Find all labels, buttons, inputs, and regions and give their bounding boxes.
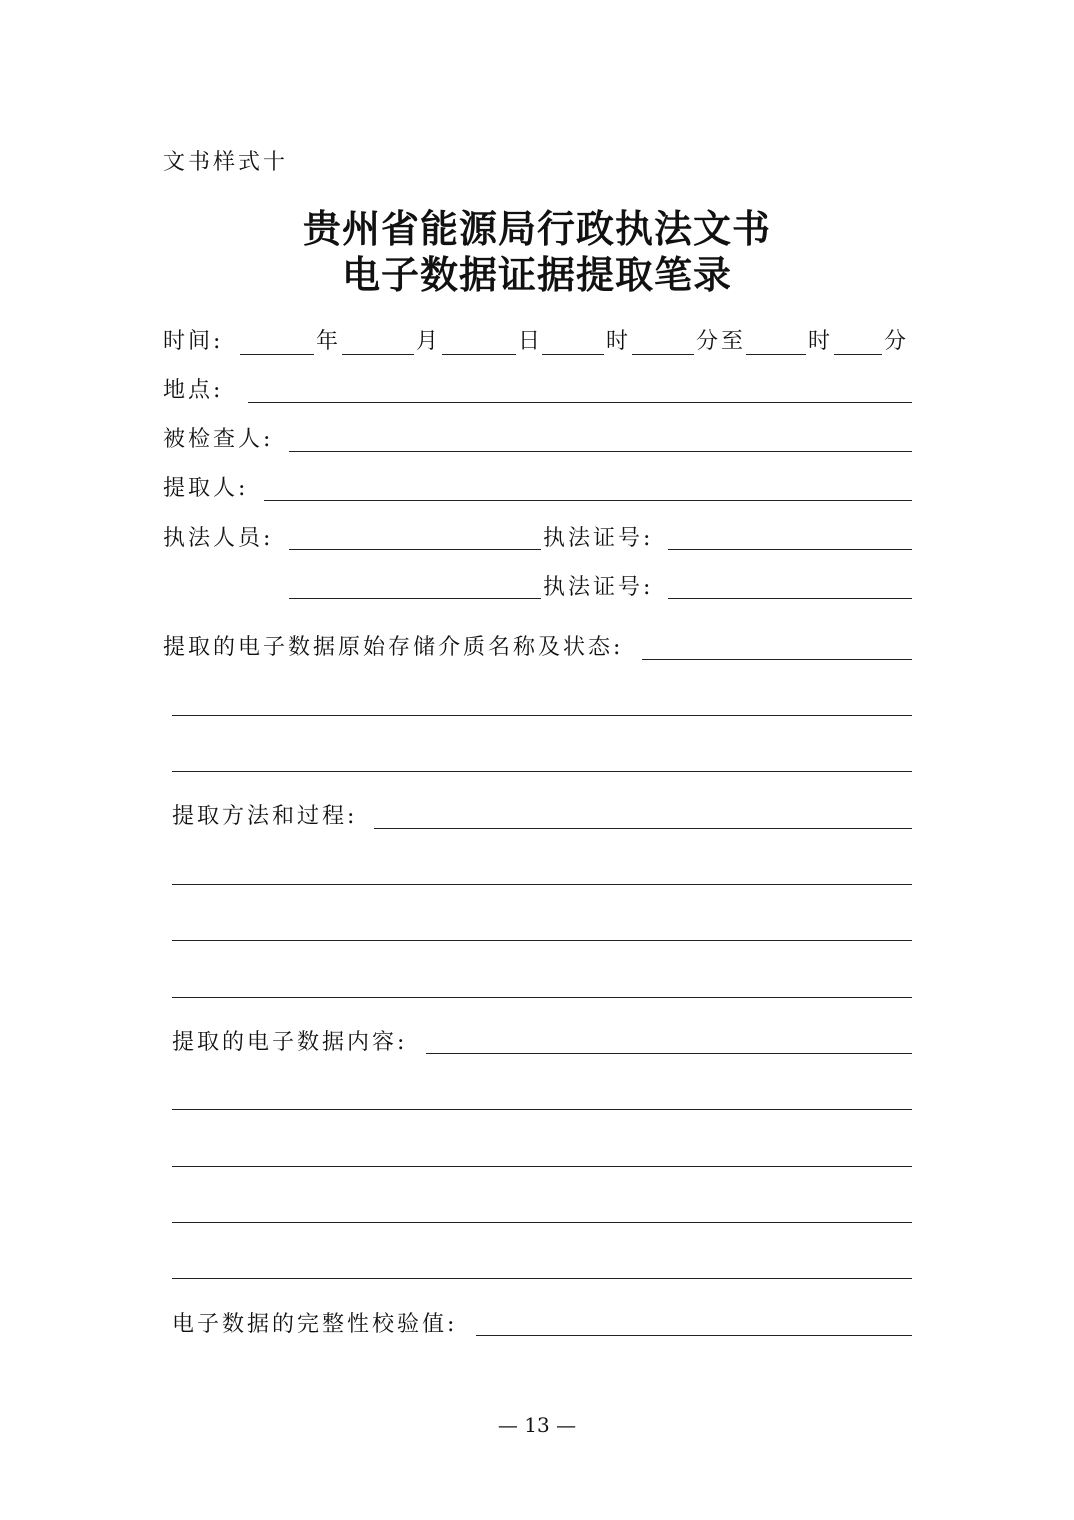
form-style-label: 文书样式十 bbox=[163, 150, 289, 175]
checksum-field[interactable] bbox=[476, 1335, 912, 1336]
inspected-party-label: 被检查人: bbox=[163, 427, 274, 452]
checksum-label: 电子数据的完整性校验值: bbox=[172, 1312, 458, 1337]
minute-field[interactable] bbox=[632, 354, 694, 355]
method-field[interactable] bbox=[374, 828, 912, 829]
end-minute-field[interactable] bbox=[834, 354, 882, 355]
content-label: 提取的电子数据内容: bbox=[172, 1030, 408, 1055]
minute-to-unit: 分至 bbox=[696, 329, 747, 354]
method-line-3[interactable] bbox=[172, 940, 912, 941]
method-line-2[interactable] bbox=[172, 884, 912, 885]
location-label: 地点: bbox=[163, 378, 224, 403]
month-unit: 月 bbox=[416, 329, 442, 354]
month-field[interactable] bbox=[342, 354, 414, 355]
inspected-party-field[interactable] bbox=[289, 451, 912, 452]
page-number: — 13 — bbox=[497, 1413, 577, 1437]
end-hour-field[interactable] bbox=[746, 354, 806, 355]
method-label: 提取方法和过程: bbox=[172, 804, 358, 829]
location-field[interactable] bbox=[248, 402, 912, 403]
cert-no-label-2: 执法证号: bbox=[543, 575, 654, 600]
time-label: 时间: bbox=[163, 329, 224, 354]
end-minute-unit: 分 bbox=[884, 329, 910, 354]
storage-medium-label: 提取的电子数据原始存储介质名称及状态: bbox=[163, 635, 624, 660]
day-unit: 日 bbox=[518, 329, 544, 354]
extractor-label: 提取人: bbox=[163, 476, 249, 501]
cert-no-1-field[interactable] bbox=[668, 549, 912, 550]
storage-medium-line-2[interactable] bbox=[172, 715, 912, 716]
year-unit: 年 bbox=[316, 329, 342, 354]
hour-field[interactable] bbox=[542, 354, 604, 355]
storage-medium-field[interactable] bbox=[642, 659, 912, 660]
content-line-3[interactable] bbox=[172, 1166, 912, 1167]
document-title-line1: 贵州省能源局行政执法文书 bbox=[302, 207, 771, 251]
hour-unit: 时 bbox=[606, 329, 632, 354]
cert-no-2-field[interactable] bbox=[668, 598, 912, 599]
officer-2-field[interactable] bbox=[289, 598, 541, 599]
content-line-2[interactable] bbox=[172, 1109, 912, 1110]
content-field[interactable] bbox=[426, 1053, 912, 1054]
storage-medium-line-3[interactable] bbox=[172, 771, 912, 772]
year-field[interactable] bbox=[240, 354, 314, 355]
cert-no-label-1: 执法证号: bbox=[543, 526, 654, 551]
document-title-line2: 电子数据证据提取笔录 bbox=[341, 253, 732, 297]
officers-label: 执法人员: bbox=[163, 526, 274, 551]
method-line-4[interactable] bbox=[172, 997, 912, 998]
officer-1-field[interactable] bbox=[289, 549, 541, 550]
extractor-field[interactable] bbox=[264, 500, 912, 501]
content-line-4[interactable] bbox=[172, 1222, 912, 1223]
end-hour-unit: 时 bbox=[808, 329, 834, 354]
day-field[interactable] bbox=[442, 354, 516, 355]
content-line-5[interactable] bbox=[172, 1278, 912, 1279]
